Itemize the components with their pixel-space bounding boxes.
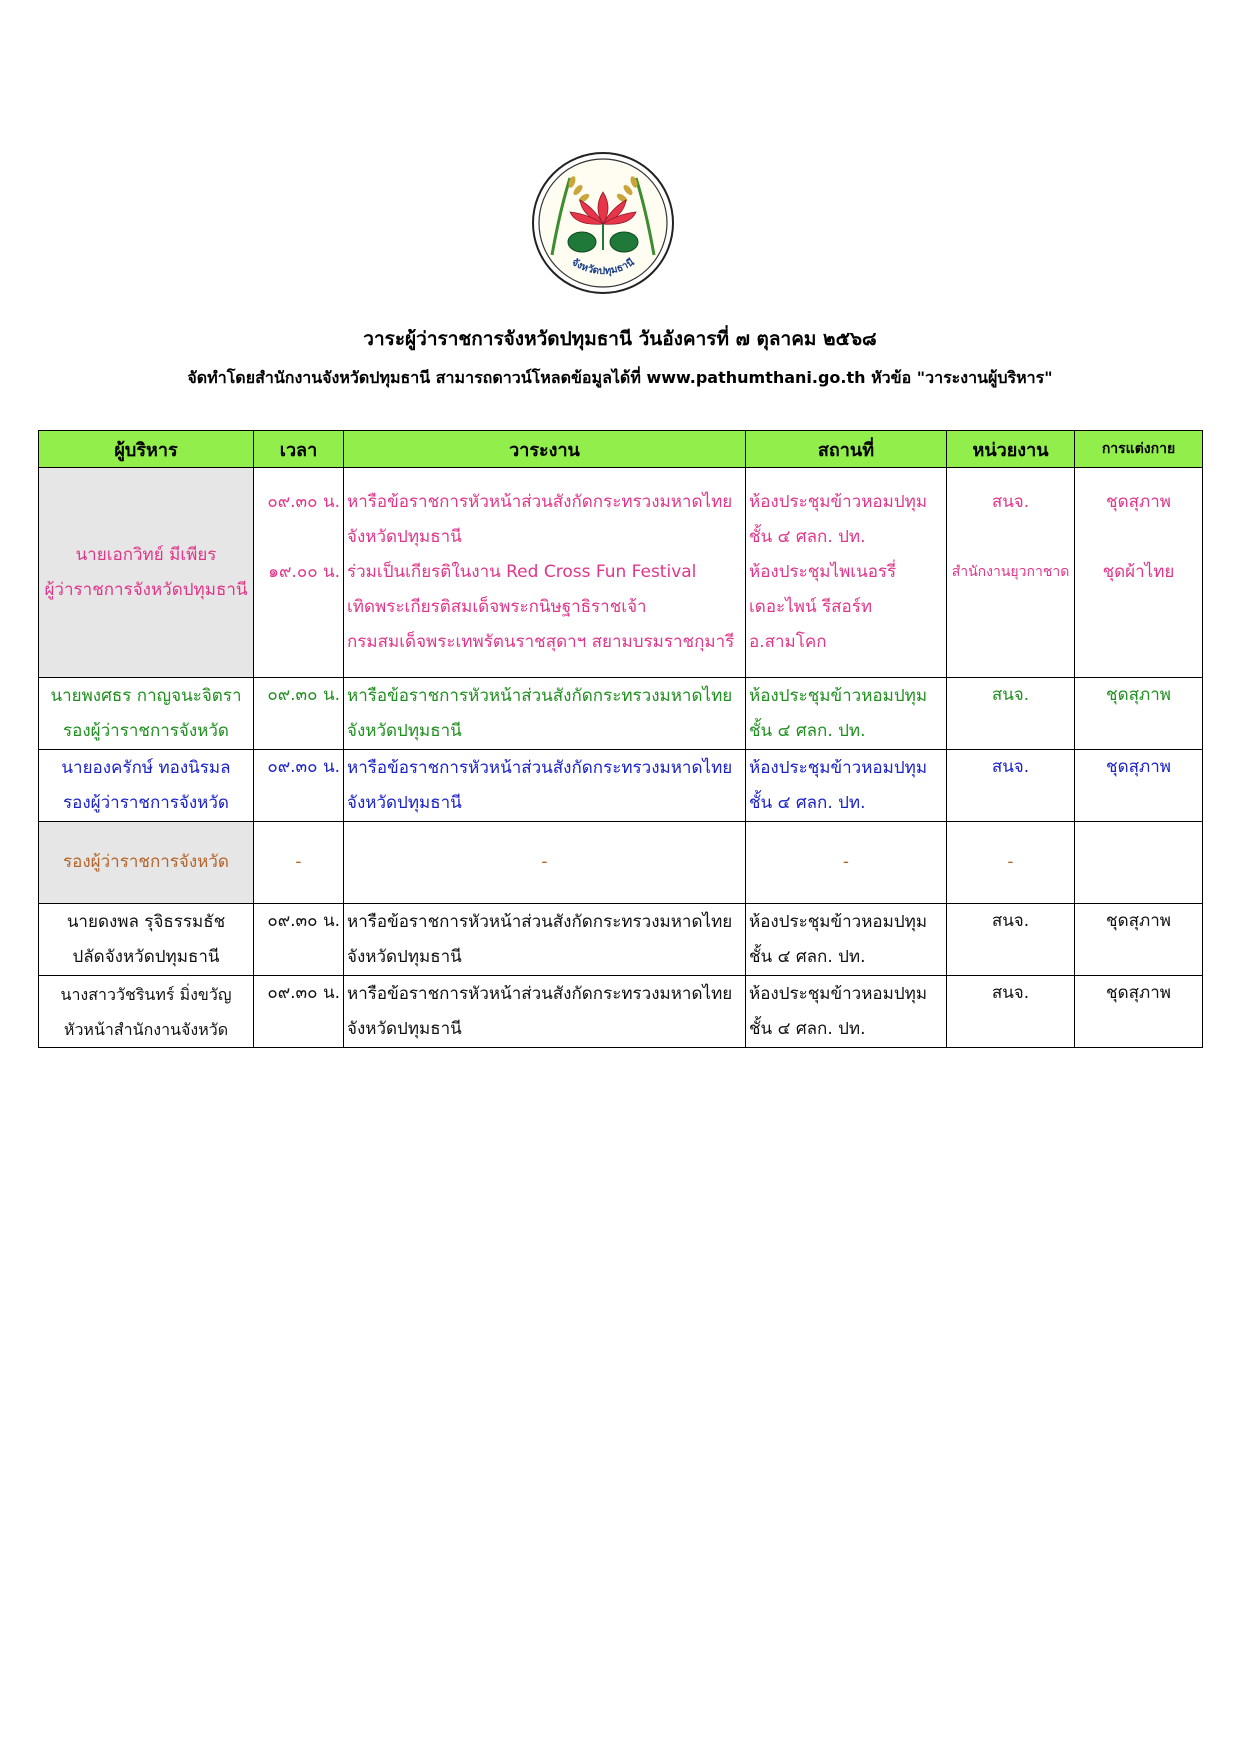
executive-cell	[39, 678, 254, 750]
executive-position: ผู้ว่าราชการจังหวัดปทุมธานี	[44, 579, 248, 600]
time-cell: -	[254, 822, 344, 904]
place-cell: -	[746, 822, 947, 904]
header-dress: การแต่งกาย	[1075, 431, 1203, 468]
place-cell: ห้องประชุมข้าวหอมปทุม ชั้น ๔ ศลก. ปท.	[746, 976, 947, 1048]
table-header-row	[39, 431, 1203, 468]
executive-position: หัวหน้าสำนักงานจังหวัด	[63, 1019, 229, 1039]
dress-cell: ชุดสุภาพ	[1075, 976, 1203, 1048]
place-cell: ห้องประชุมข้าวหอมปทุม ชั้น ๔ ศลก. ปท.	[746, 904, 947, 976]
agenda-cell: หารือข้อราชการหัวหน้าส่วนสังกัดกระทรวงมหาดไทย จังหวัดปทุมธานี	[344, 678, 746, 750]
header-place: สถานที่	[746, 431, 947, 468]
agenda-cell: หารือข้อราชการหัวหน้าส่วนสังกัดกระทรวงมหาดไทย จังหวัดปทุมธานี	[344, 904, 746, 976]
place-cell: ห้องประชุมข้าวหอมปทุม ชั้น ๔ ศลก. ปท. ห้องประชุมไพเนอรรี่ เดอะไพน์ รีสอร์ท อ.สามโคก	[746, 468, 947, 678]
executive-name: นายพงศธร กาญจนะจิตรา	[50, 685, 242, 706]
agenda-cell: หารือข้อราชการหัวหน้าส่วนสังกัดกระทรวงมหาดไทย จังหวัดปทุมธานี ร่วมเป็นเกียรติในงาน Red Cross Fun Festival เทิดพระเกียรติสมเด็จพระกนิษฐาธิราชเจ้า กรมสมเด็จพระเทพรัตนราชสุดาฯ สยามบรมราชกุมารี	[344, 468, 746, 678]
dress-cell: ชุดสุภาพ	[1075, 904, 1203, 976]
table-row	[39, 822, 1203, 904]
time-cell: ๐๙.๓๐ น. ๑๙.๐๐ น.	[254, 468, 344, 678]
page-subtitle: จัดทำโดยสำนักงานจังหวัดปทุมธานี สามารถดาวน์โหลดข้อมูลได้ที่ www.pathumthani.go.th หัวข้อ "วาระงานผู้บริหาร"	[187, 368, 1053, 387]
dress-cell	[1075, 822, 1203, 904]
unit-cell: -	[947, 822, 1075, 904]
executive-cell	[39, 976, 254, 1048]
executive-position: ปลัดจังหวัดปทุมธานี	[72, 946, 220, 967]
table-row	[39, 904, 1203, 976]
table-row	[39, 678, 1203, 750]
agenda-cell: -	[344, 822, 746, 904]
executive-position: รองผู้ว่าราชการจังหวัด	[63, 852, 229, 872]
time-cell: ๐๙.๓๐ น.	[254, 904, 344, 976]
unit-cell: สนจ.	[947, 678, 1075, 750]
executive-cell	[39, 750, 254, 822]
table-row	[39, 468, 1203, 678]
executive-cell	[39, 904, 254, 976]
dress-cell: ชุดสุภาพ	[1075, 678, 1203, 750]
unit-cell: สนจ.	[947, 750, 1075, 822]
unit-cell: สนจ.	[947, 976, 1075, 1048]
unit-cell: สนจ. สำนักงานยุวกาชาด	[947, 468, 1075, 678]
header-unit: หน่วยงาน	[947, 431, 1075, 468]
place-cell: ห้องประชุมข้าวหอมปทุม ชั้น ๔ ศลก. ปท.	[746, 750, 947, 822]
executive-name: นางสาววัชรินทร์ มิ่งขวัญ	[60, 984, 232, 1004]
header-agenda: วาระงาน	[344, 431, 746, 468]
time-cell: ๐๙.๓๐ น.	[254, 678, 344, 750]
time-cell: ๐๙.๓๐ น.	[254, 976, 344, 1048]
executive-cell	[39, 822, 254, 904]
time-cell: ๐๙.๓๐ น.	[254, 750, 344, 822]
dress-cell: ชุดสุภาพ ชุดผ้าไทย	[1075, 468, 1203, 678]
page-title: วาระผู้ว่าราชการจังหวัดปทุมธานี วันอังคารที่ ๗ ตุลาคม ๒๕๖๘	[363, 328, 877, 350]
executive-position: รองผู้ว่าราชการจังหวัด	[63, 720, 229, 741]
seal-caption: จังหวัดปทุมธานี	[569, 257, 637, 278]
executive-name: นายองครักษ์ ทองนิรมล	[61, 757, 231, 778]
provincial-seal-icon	[530, 150, 676, 296]
header-executive: ผู้บริหาร	[39, 431, 254, 468]
executive-cell	[39, 468, 254, 678]
executive-name: นายเอกวิทย์ มีเพียร	[75, 544, 217, 565]
agenda-table	[38, 430, 1203, 1048]
dress-cell: ชุดสุภาพ	[1075, 750, 1203, 822]
agenda-cell: หารือข้อราชการหัวหน้าส่วนสังกัดกระทรวงมหาดไทย จังหวัดปทุมธานี	[344, 976, 746, 1048]
table-row	[39, 976, 1203, 1048]
header-time: เวลา	[254, 431, 344, 468]
place-cell: ห้องประชุมข้าวหอมปทุม ชั้น ๔ ศลก. ปท.	[746, 678, 947, 750]
table-row	[39, 750, 1203, 822]
executive-name: นายดงพล รุจิธรรมธัช	[66, 911, 226, 932]
executive-position: รองผู้ว่าราชการจังหวัด	[63, 792, 229, 813]
agenda-cell: หารือข้อราชการหัวหน้าส่วนสังกัดกระทรวงมหาดไทย จังหวัดปทุมธานี	[344, 750, 746, 822]
unit-cell: สนจ.	[947, 904, 1075, 976]
